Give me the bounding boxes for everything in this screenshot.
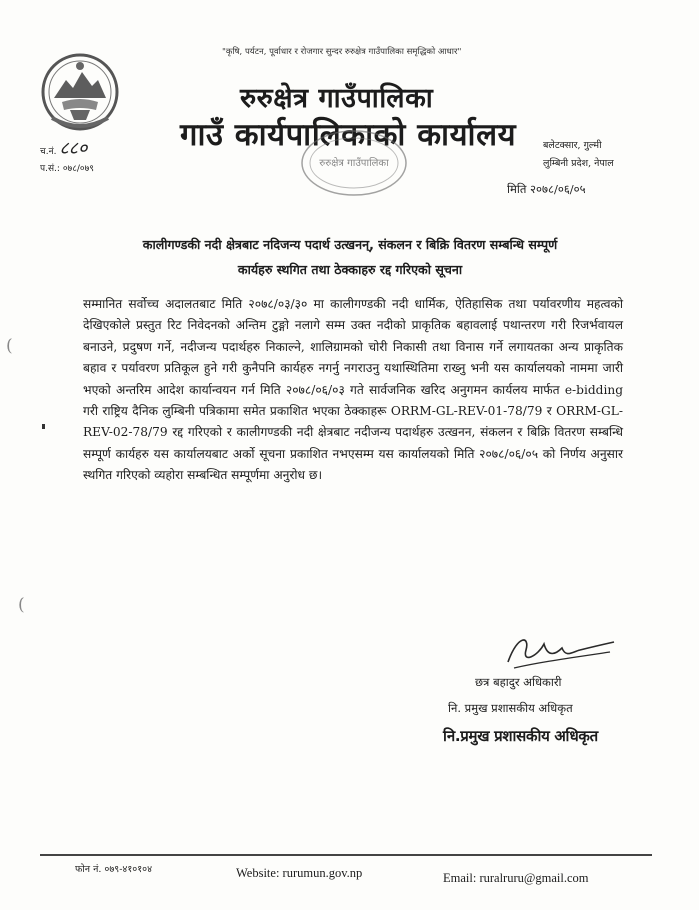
- dispatch-number: [40, 140, 94, 161]
- office-address: [543, 137, 614, 173]
- signature-icon: [500, 628, 618, 676]
- letter-number: प.सं.: ०७८/०७९: [40, 164, 94, 174]
- footer-phone: फोन नं. ०७९-४१०१०४: [75, 864, 153, 875]
- address-line-2: लुम्बिनी प्रदेश, नेपाल: [543, 158, 614, 169]
- footer-website[interactable]: Website: rurumun.gov.np: [236, 866, 363, 880]
- margin-mark: (: [6, 336, 13, 356]
- address-line-1: बलेटक्सार, गुल्मी: [543, 140, 602, 151]
- reference-block: [40, 140, 94, 178]
- dispatch-label: च.नं.: [40, 147, 57, 157]
- dispatch-value: ८८०: [59, 138, 88, 159]
- office-title: रुरुक्षेत्र गाउँपालिका: [240, 83, 434, 114]
- letter-date: मिति २०७८/०६/०५: [507, 182, 586, 196]
- office-stamp-icon: [298, 128, 410, 198]
- subject-line-2: कार्यहरु स्थगित तथा ठेक्काहरु रद्द गरिएको सूचना: [237, 262, 463, 277]
- ink-dot: [42, 424, 45, 429]
- stamp-text: रुरुक्षेत्र गाउँपालिका: [319, 158, 389, 169]
- signatory-name: छत्र बहादुर अधिकारी: [475, 675, 562, 689]
- footer-divider: [40, 854, 652, 856]
- motto: "कृषि, पर्यटन, पूर्वाधार र रोजगार सुन्दर रुरुक्षेत्र गाउँपालिका समृद्धिको आधार": [222, 47, 462, 57]
- footer-email[interactable]: Email: ruralruru@gmail.com: [443, 871, 589, 885]
- subject-line-1: कालीगण्डकी नदी क्षेत्रबाट नदिजन्य पदार्थ उत्खनन्, संकलन र बिक्रि वितरण सम्बन्धि सम्पूर्ण: [142, 237, 558, 252]
- designation-stamp: नि.प्रमुख प्रशासकीय अधिकृत: [443, 727, 598, 745]
- notice-subject: [40, 232, 660, 282]
- notice-body: सम्मानित सर्वोच्च अदालतबाट मिति २०७८/०३/३० मा कालीगण्डकी नदी धार्मिक, ऐतिहासिक तथा पर्यावरणीय महत्वको देखिएकोले प्रस्तुत रिट निवेदनको अन्तिम टुङ्गो नलागे सम्म उक्त नदीको प्राकृतिक बहावलाई पथान्तरण गरी रिजर्भवायल बनाउने, प्रदुषण गर्ने, नदीजन्य पदार्थहरु निकाल्ने, शालिग्रामको चोरी निकासी तथा विनास गर्ने लगायतका अन्य प्राकृतिक बहाव र पर्यावरण प्रतिकूल हुने गरी कुनैपनि कार्यहरु नगर्नु नगराउनु यथास्थितिमा राख्नु भनी यस कार्यालयको नाममा जारी भएको अन्तरिम आदेश कार्यान्वयन गर्न मिति २०७८/०६/०३ गते सार्वजनिक खरिद अनुगमन कार्यलय मार्फत e-bidding गरी राष्ट्रिय दैनिक लुम्बिनी पत्रिकामा समेत प्रकाशित भएका ठेक्काहरू ORRM-GL-REV-01-78/79 र ORRM-GL-REV-02-78/79 रद्द गरिएको र कालीगण्डकी नदी क्षेत्रबाट नदीजन्य पदार्थहरु उत्खनन, संकलन र बिक्रि वितरण सम्बन्धि सम्पूर्ण कार्यहरु यस कार्यालयबाट अर्को सूचना प्रकाशित नभएसम्म यस कार्यालयको मिति २०७८/०६/०५ को निर्णय अनुसार स्थगित गरिएको व्यहोरा सम्बन्धित सम्पूर्णमा अनुरोध छ।: [83, 297, 623, 483]
- letter-value: ०७८/०७९: [62, 164, 94, 174]
- signatory-designation: नि. प्रमुख प्रशासकीय अधिकृत: [448, 701, 573, 715]
- office-subtitle: गाउँ कार्यपालिकाको कार्यालय: [180, 117, 517, 153]
- nepal-emblem-icon: [40, 52, 120, 134]
- letter-label: प.सं.: [40, 164, 57, 174]
- margin-mark: (: [18, 595, 25, 615]
